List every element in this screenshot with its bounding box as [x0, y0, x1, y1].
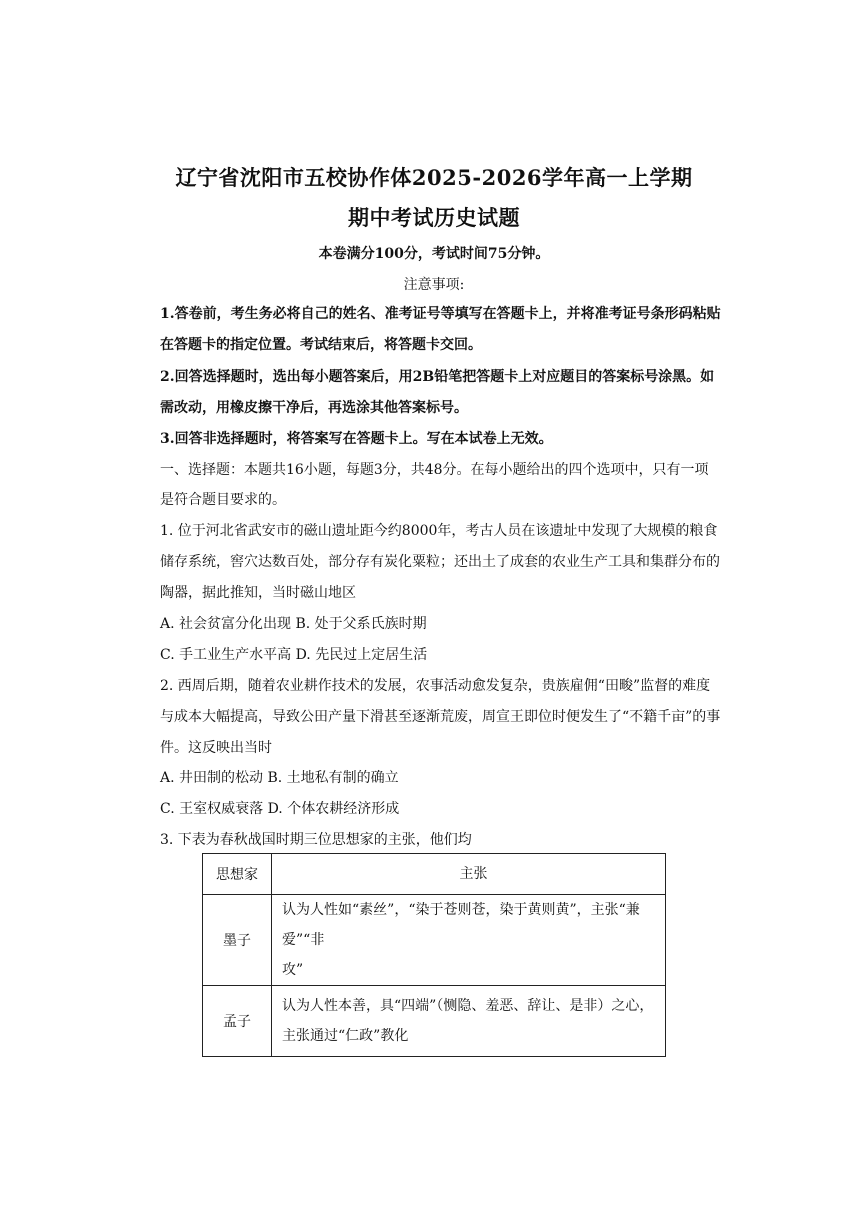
notice-line: 2.回答选择题时，选出每小题答案后，用2B铅笔把答题卡上对应题目的答案标号涂黑。如: [160, 369, 715, 385]
claim-line: 攻”: [282, 962, 304, 978]
question-2-stem: 与成本大幅提高，导致公田产量下滑甚至逐渐荒废，周宣王即位时便发生了“不籍千亩”的事: [160, 709, 721, 725]
section-instruction: 是符合题目要求的。: [160, 492, 286, 508]
question-2-stem: 件。这反映出当时: [160, 740, 272, 756]
thinker-name: 孟子: [203, 986, 272, 1057]
claim-line: 认为人性本善，具“四端”（恻隐、羞恶、辞让、是非）之心，: [282, 998, 654, 1014]
question-1-stem: 储存系统，窖穴达数百处，部分存有炭化粟粒；还出土了成套的农业生产工具和集群分布的: [160, 554, 720, 570]
question-3-stem: 3. 下表为春秋战国时期三位思想家的主张，他们均: [160, 832, 472, 848]
thinkers-table: [202, 853, 666, 1057]
question-1-options: C. 手工业生产水平高 D. 先民过上定居生活: [160, 647, 428, 663]
full-score-note: 本卷满分100分，考试时间75分钟。: [318, 246, 550, 262]
exam-title-line1: 辽宁省沈阳市五校协作体2025-2026学年高一上学期: [175, 165, 693, 190]
question-1-options: A. 社会贫富分化出现 B. 处于父系氏族时期: [160, 616, 427, 632]
table-header-claim: 主张: [272, 854, 666, 895]
question-2-stem: 2. 西周后期，随着农业耕作技术的发展，农事活动愈发复杂，贵族雇佣“田畯”监督的难度: [160, 678, 711, 694]
section-instruction: 一、选择题：本题共16小题，每题3分，共48分。在每小题给出的四个选项中，只有一项: [160, 462, 709, 478]
question-1-stem: 1. 位于河北省武安市的磁山遗址距今约8000年，考古人员在该遗址中发现了大规模的粮食: [160, 523, 718, 539]
thinker-claim: [272, 986, 666, 1057]
notice-heading: 注意事项:: [403, 277, 465, 293]
table-header-row: [203, 854, 666, 895]
question-2-options: C. 王室权威衰落 D. 个体农耕经济形成: [160, 801, 400, 817]
claim-line: 主张通过“仁政”教化: [282, 1028, 409, 1044]
notice-line: 1.答卷前，考生务必将自己的姓名、准考证号等填写在答题卡上，并将准考证号条形码粘贴: [160, 306, 721, 322]
thinker-name: 墨子: [203, 895, 272, 986]
claim-line: 认为人性如“素丝”，“染于苍则苍，染于黄则黄”，主张“兼爱”“非: [282, 902, 640, 948]
table-row: [203, 895, 666, 986]
notice-line: 3.回答非选择题时，将答案写在答题卡上。写在本试卷上无效。: [160, 431, 553, 447]
exam-title-line2: 期中考试历史试题: [348, 205, 520, 230]
table-row: [203, 986, 666, 1057]
question-2-options: A. 井田制的松动 B. 土地私有制的确立: [160, 770, 399, 786]
table-header-thinker: 思想家: [203, 854, 272, 895]
notice-line: 在答题卡的指定位置。考试结束后，将答题卡交回。: [160, 337, 482, 353]
thinker-claim: [272, 895, 666, 986]
question-1-stem: 陶器，据此推知，当时磁山地区: [160, 585, 356, 601]
notice-line: 需改动，用橡皮擦干净后，再选涂其他答案标号。: [160, 400, 468, 416]
